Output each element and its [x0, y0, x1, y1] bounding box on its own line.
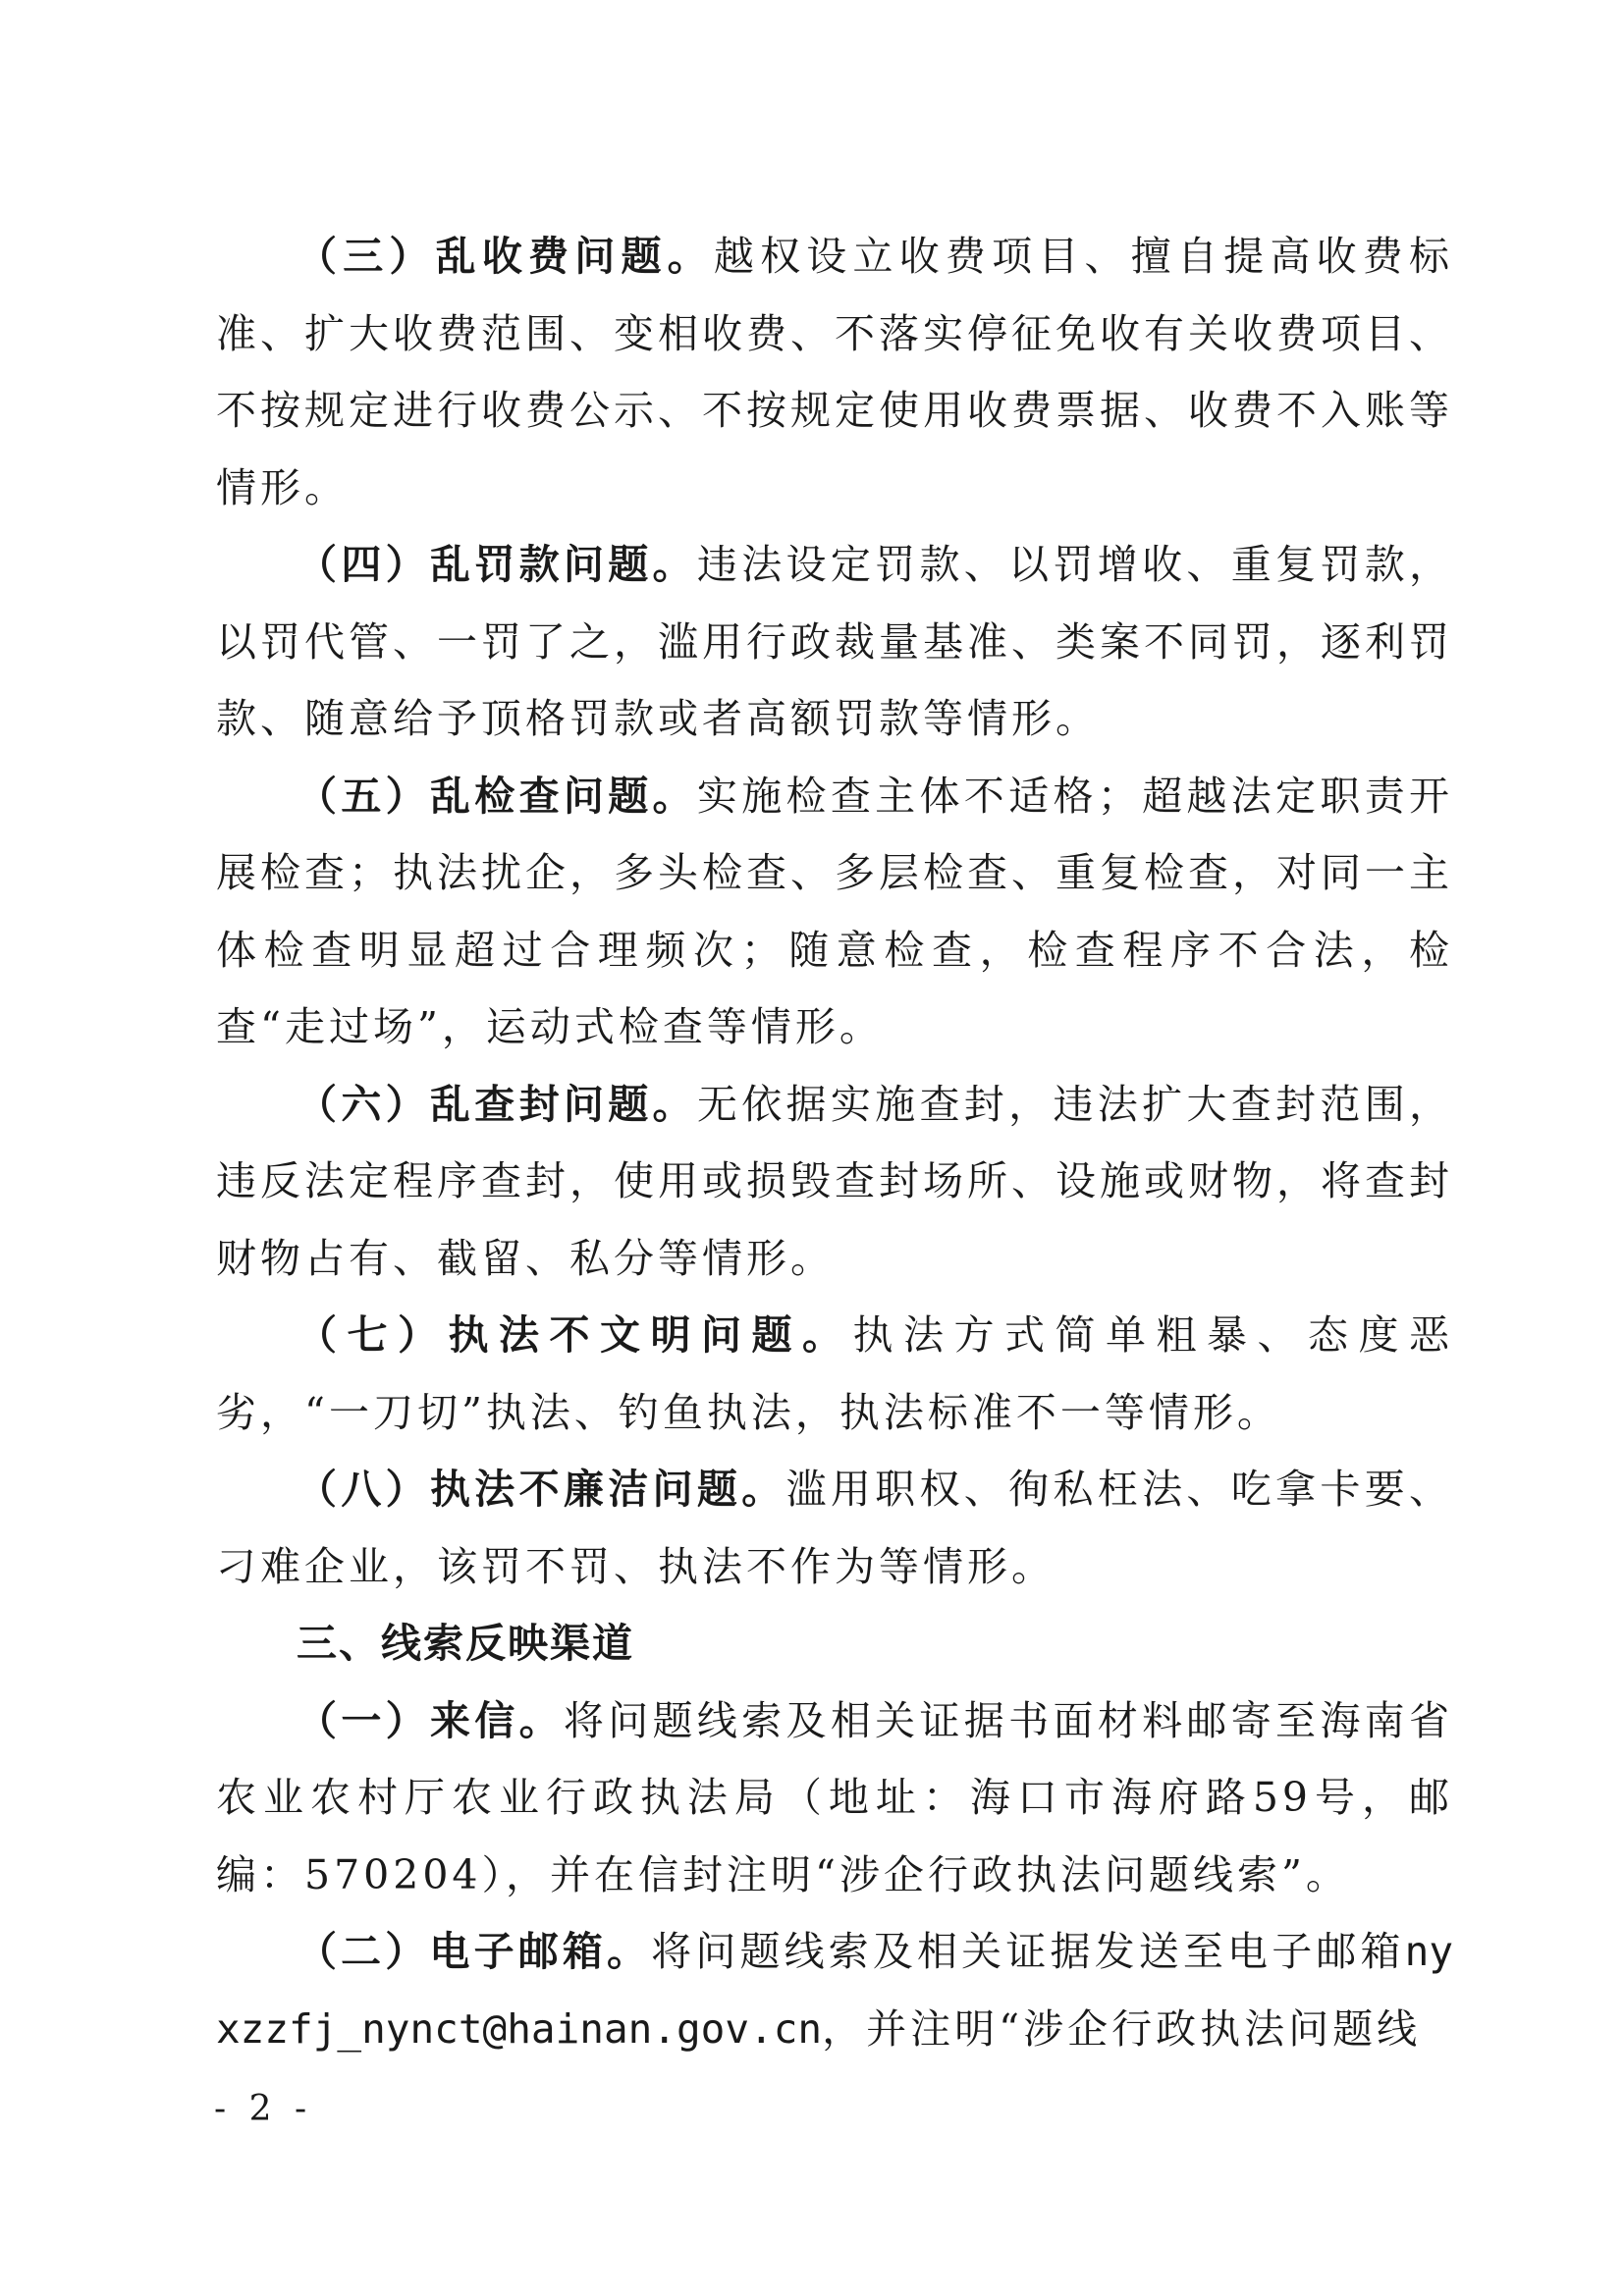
paragraph-arbitrary-seizures [216, 1066, 1453, 1298]
paragraph-text: 无依据实施查封，违法扩大查封范围，违反法定程序查封，使用或损毁查封场所、设施或财物，将查封财物占有、截留、私分等情形。 [216, 1080, 1454, 1282]
page-number: - 2 - [214, 2089, 313, 2129]
paragraph-arbitrary-fees [216, 218, 1453, 526]
paragraph-heading: （七）执法不文明问题。 [297, 1311, 853, 1359]
paragraph-text: 越权设立收费项目、擅自提高收费标准、扩大收费范围、变相收费、不落实停征免收有关收费项目、不按规定进行收费公示、不按规定使用收费票据、收费不入账等情形。 [216, 233, 1453, 511]
paragraph-uncivil-enforcement [216, 1297, 1453, 1451]
email-address: nyxzzfj_nynct@hainan.gov.cn [216, 1928, 1454, 2053]
paragraph-text: 执法方式简单粗暴、态度恶劣，“一刀切”执法、钓鱼执法，执法标准不一等情形。 [216, 1311, 1453, 1436]
paragraph-channel-letter [216, 1682, 1453, 1914]
paragraph-heading: （四）乱罚款问题。 [297, 541, 697, 588]
paragraph-text: 滥用职权、徇私枉法、吃拿卡要、刁难企业，该罚不罚、执法不作为等情形。 [216, 1466, 1454, 1590]
paragraph-heading: （八）执法不廉洁问题。 [297, 1466, 786, 1513]
paragraph-heading: （二）电子邮箱。 [297, 1928, 652, 1975]
paragraph-arbitrary-fines [216, 526, 1453, 758]
paragraph-text: 将问题线索及相关证据书面材料邮寄至海南省农业农村厅农业行政执法局（地址：海口市海府路59号，邮编：570204），并在信封注明“涉企行政执法问题线索”。 [216, 1696, 1453, 1898]
section-title: 三、线索反映渠道 [297, 1620, 634, 1667]
document-body [216, 218, 1453, 2067]
paragraph-heading: （一）来信。 [297, 1696, 564, 1744]
paragraph-dishonest-enforcement [216, 1451, 1453, 1605]
paragraph-text: 将问题线索及相关证据发送至电子邮箱 [651, 1928, 1405, 1975]
paragraph-text: ，并注明“涉企行政执法问题线 [822, 2004, 1422, 2053]
paragraph-heading: （三）乱收费问题。 [297, 233, 714, 280]
paragraph-text: 违法设定罚款、以罚增收、重复罚款，以罚代管、一罚了之，滥用行政裁量基准、类案不同罚，逐利罚款、随意给予顶格罚款或者高额罚款等情形。 [216, 541, 1454, 742]
paragraph-heading: （五）乱检查问题。 [297, 772, 697, 820]
paragraph-arbitrary-inspections [216, 758, 1453, 1066]
paragraph-heading: （六）乱查封问题。 [297, 1080, 697, 1128]
paragraph-channel-email [216, 1913, 1453, 2067]
paragraph-text: 实施检查主体不适格；超越法定职责开展检查；执法扰企，多头检查、多层检查、重复检查，对同一主体检查明显超过合理频次；随意检查，检查程序不合法，检查“走过场”，运动式检查等情形。 [216, 772, 1454, 1050]
